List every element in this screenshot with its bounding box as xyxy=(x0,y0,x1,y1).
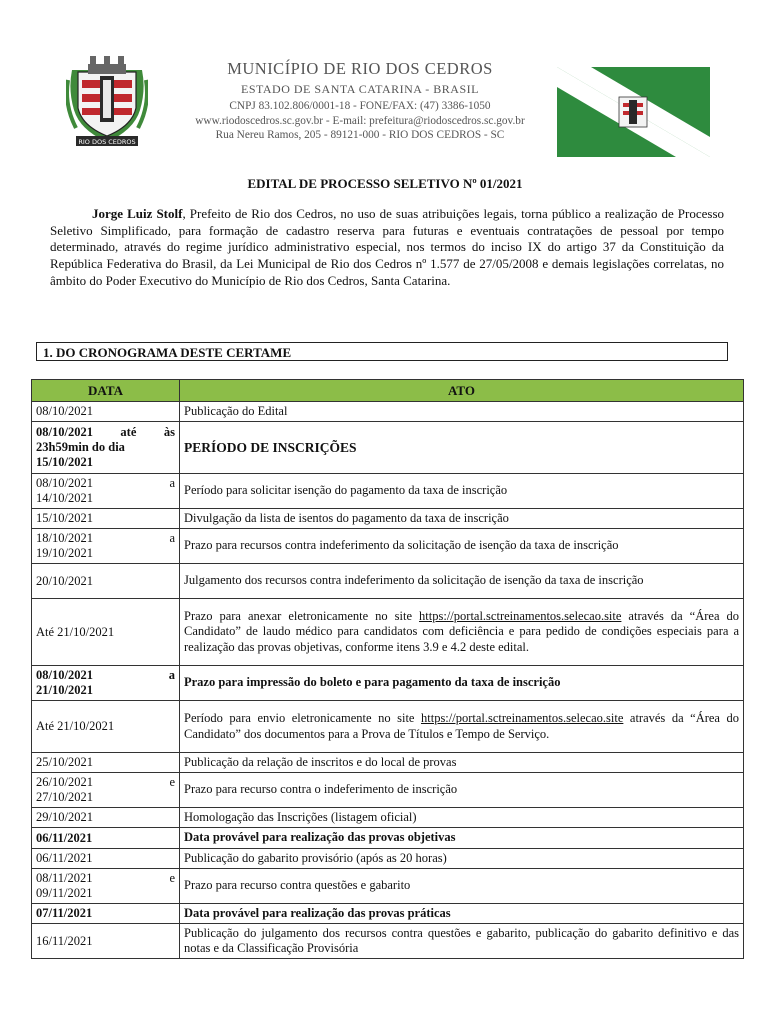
date-text: Até 21/10/2021 xyxy=(36,719,115,733)
table-row xyxy=(32,924,744,959)
date-text: 08/10/2021 xyxy=(36,476,93,490)
ato-cell: Publicação do Edital xyxy=(180,402,744,422)
date-cell xyxy=(32,701,180,753)
ato-cell: Homologação das Inscrições (listagem oficial) xyxy=(180,808,744,828)
table-row xyxy=(32,402,744,422)
date-text: 29/10/2021 xyxy=(36,810,93,824)
table-row xyxy=(32,564,744,599)
date-text: 15/10/2021 xyxy=(36,511,93,525)
date-text: 23h59min do dia xyxy=(36,440,125,454)
municipal-flag xyxy=(557,67,710,157)
table-row xyxy=(32,904,744,924)
table-row xyxy=(32,701,744,753)
intro-text: , Prefeito de Rio dos Cedros, no uso de suas atribuições legais, torna público a realização de Processo Seletivo Simplificado, para formação de cadastro reserva para futuras e eventuais contratações de pessoal por tempo determinado, através do regime jurídico administrativo especial, nos termos do inciso IX do artigo 37 da Constituição da República Federativa do Brasil, da Lei Municipal de Rio dos Cedros nº 1.577 de 27/05/2008 e demais legislações correlatas, no âmbito do Poder Executivo do Município de Rio dos Cedros, Santa Catarina. xyxy=(50,206,724,288)
date-text: 26/10/2021 xyxy=(36,775,93,789)
ato-text: Prazo para anexar eletronicamente no site xyxy=(184,608,420,623)
date-text: 16/11/2021 xyxy=(36,933,93,948)
date-text: 25/10/2021 xyxy=(36,755,93,769)
ato-text: Período para envio eletronicamente no site xyxy=(184,711,421,725)
table-row xyxy=(32,849,744,869)
date-text: 20/10/2021 xyxy=(36,573,93,588)
date-cell xyxy=(32,924,180,959)
table-row xyxy=(32,666,744,701)
date-cell xyxy=(32,828,180,849)
date-text: 18/10/2021 xyxy=(36,531,93,545)
table-row xyxy=(32,599,744,666)
date-connector: e xyxy=(169,775,175,789)
ato-cell: Prazo para recurso contra o indeferimento de inscrição xyxy=(180,773,744,808)
date-cell xyxy=(32,869,180,904)
ato-cell: Prazo para recurso contra questões e gabarito xyxy=(180,869,744,904)
date-text: 08/10/2021 xyxy=(36,425,93,439)
column-header-ato: ATO xyxy=(180,380,744,402)
section-heading: 1. DO CRONOGRAMA DESTE CERTAME xyxy=(36,342,728,361)
table-row xyxy=(32,828,744,849)
date-connector: a xyxy=(169,531,175,545)
municipality-name: MUNICÍPIO DE RIO DOS CEDROS xyxy=(227,59,493,78)
date-text: 06/11/2021 xyxy=(36,851,93,865)
table-row xyxy=(32,808,744,828)
ato-cell: Publicação do gabarito provisório (após as 20 horas) xyxy=(180,849,744,869)
date-connector: a xyxy=(169,476,175,490)
date-text: 27/10/2021 xyxy=(36,790,93,804)
ato-cell xyxy=(180,701,744,753)
date-cell xyxy=(32,849,180,869)
table-row xyxy=(32,509,744,529)
date-cell xyxy=(32,402,180,422)
date-text: 08/10/2021 xyxy=(36,404,93,418)
date-text: 14/10/2021 xyxy=(36,491,93,505)
ato-cell: Publicação da relação de inscritos e do local de provas xyxy=(180,753,744,773)
date-text: 09/11/2021 xyxy=(36,886,93,900)
date-cell xyxy=(32,666,180,701)
address-line: Rua Nereu Ramos, 205 - 89121-000 - RIO DOS CEDROS - SC xyxy=(215,129,505,141)
ato-cell: Publicação do julgamento dos recursos contra questões e gabarito, publicação do gabarito definitivo e das notas e da Classificação Provisória xyxy=(180,924,744,959)
letterhead xyxy=(160,58,560,143)
portal-link[interactable]: https://portal.sctreinamentos.selecao.site xyxy=(421,711,624,725)
ato-cell: Período para solicitar isenção do pagamento da taxa de inscrição xyxy=(180,474,744,509)
table-row xyxy=(32,422,744,474)
schedule-table xyxy=(31,379,744,959)
table-row xyxy=(32,869,744,904)
portal-link[interactable]: https://portal.sctreinamentos.selecao.site xyxy=(419,608,622,623)
ato-cell: Prazo para impressão do boleto e para pagamento da taxa de inscrição xyxy=(180,666,744,701)
ato-text: através da “Área do Candidato” dos documentos para a Prova de Títulos e Tempo de Serviço. xyxy=(184,711,740,741)
table-row xyxy=(32,773,744,808)
date-connector: e xyxy=(169,871,175,885)
date-text: Até 21/10/2021 xyxy=(36,624,115,639)
ato-cell xyxy=(180,599,744,666)
contact-line: CNPJ 83.102.806/0001-18 - FONE/FAX: (47) 3386-1050 xyxy=(229,100,491,112)
date-text: 19/10/2021 xyxy=(36,546,93,560)
table-row xyxy=(32,474,744,509)
date-text: 08/11/2021 xyxy=(36,871,93,885)
date-cell xyxy=(32,753,180,773)
ato-cell: Data provável para realização das provas práticas xyxy=(180,904,744,924)
table-row xyxy=(32,529,744,564)
date-cell xyxy=(32,808,180,828)
document-title: EDITAL DE PROCESSO SELETIVO Nº 01/2021 xyxy=(247,176,523,191)
date-connector: às xyxy=(163,425,175,439)
state-line: ESTADO DE SANTA CATARINA - BRASIL xyxy=(241,82,479,96)
date-connector: até xyxy=(120,425,137,439)
crest-ribbon-text: RIO DOS CEDROS xyxy=(78,138,136,146)
date-cell xyxy=(32,474,180,509)
ato-cell: Data provável para realização das provas objetivas xyxy=(180,828,744,849)
date-cell xyxy=(32,599,180,666)
municipal-crest-logo xyxy=(66,50,148,150)
date-text: 15/10/2021 xyxy=(36,455,93,469)
date-text: 08/10/2021 xyxy=(36,668,93,682)
date-text: 07/11/2021 xyxy=(36,906,93,920)
web-email-line: www.riodoscedros.sc.gov.br - E-mail: prefeitura@riodoscedros.sc.gov.br xyxy=(195,114,525,127)
date-cell xyxy=(32,422,180,474)
date-connector: a xyxy=(168,668,175,682)
table-row xyxy=(32,753,744,773)
ato-cell: Prazo para recursos contra indeferimento da solicitação de isenção da taxa de inscrição xyxy=(180,529,744,564)
column-header-date: DATA xyxy=(32,380,180,402)
date-cell xyxy=(32,529,180,564)
ato-text: através da “Área do Candidato” de laudo médico para candidatos com deficiência e para pedido de condições especiais para a realização das provas objetivas, conforme itens 3.9 e 4.2 deste edital. xyxy=(184,608,740,654)
ato-cell: Julgamento dos recursos contra indeferimento da solicitação de isenção da taxa de inscrição xyxy=(180,564,744,599)
date-text: 21/10/2021 xyxy=(36,683,93,697)
date-cell xyxy=(32,904,180,924)
date-cell xyxy=(32,564,180,599)
ato-cell: PERÍODO DE INSCRIÇÕES xyxy=(180,422,744,474)
date-cell xyxy=(32,509,180,529)
date-text: 06/11/2021 xyxy=(36,830,93,845)
date-cell xyxy=(32,773,180,808)
table-header-row xyxy=(32,380,744,402)
intro-paragraph xyxy=(50,206,724,290)
mayor-name: Jorge Luiz Stolf xyxy=(92,206,183,221)
ato-cell: Divulgação da lista de isentos do pagamento da taxa de inscrição xyxy=(180,509,744,529)
